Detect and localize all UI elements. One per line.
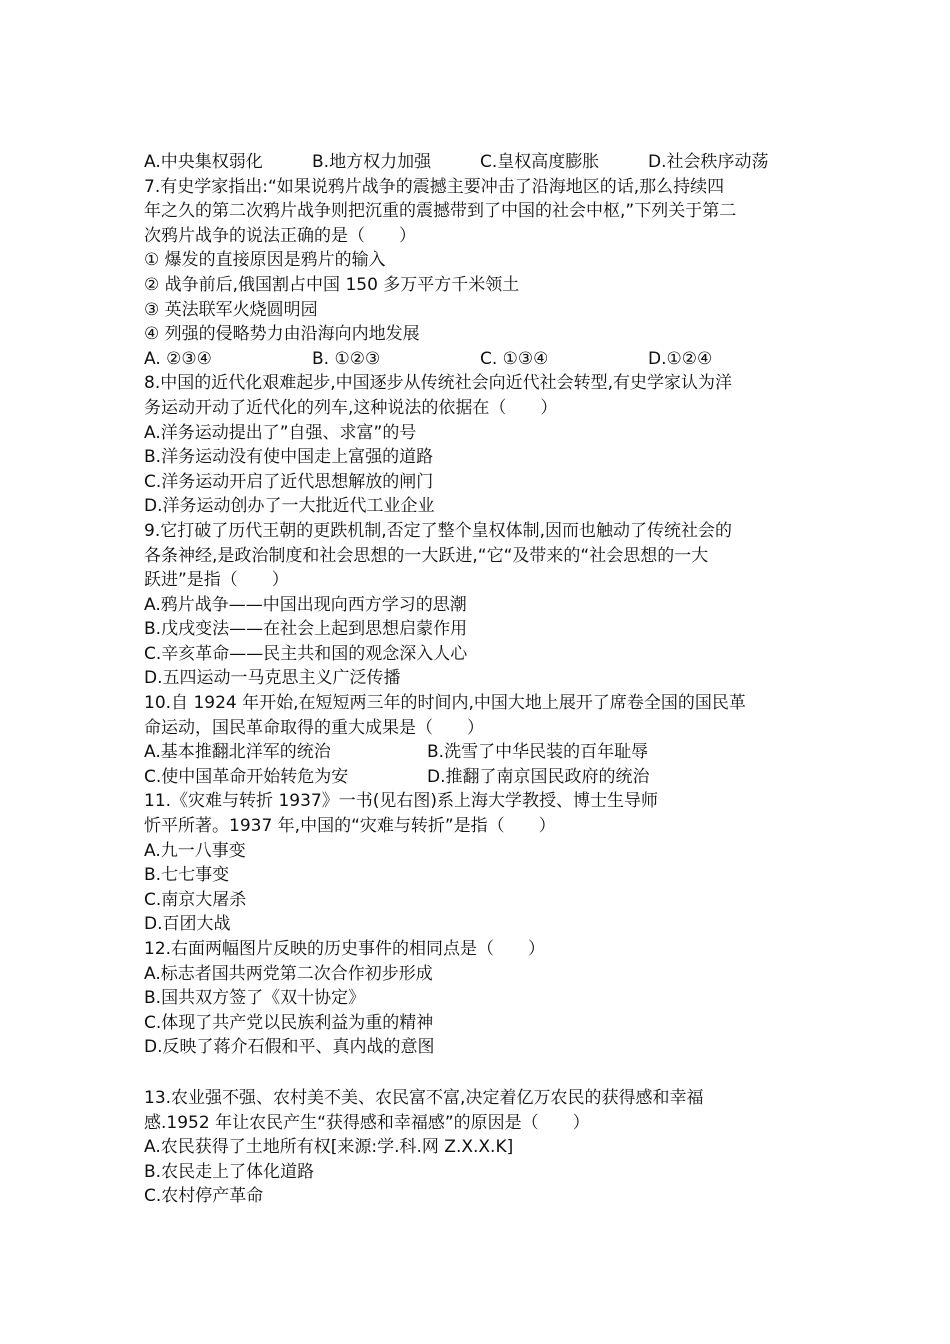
option-cell: A.中央集权弱化 [144, 152, 263, 172]
text-line: D.五四运动一马克思主义广泛传播 [144, 668, 401, 689]
text-line: B.七七事变 [144, 865, 230, 886]
text-line: ④ 列强的侵略势力由沿海向内地发展 [144, 324, 420, 345]
text-line: A.标志者国共两党第二次合作初步形成 [144, 963, 433, 984]
text-line: B.国共双方签了《双十协定》 [144, 988, 366, 1009]
text-line: 各条神经,是政治制度和社会思想的一大跃进,“它“及带来的“社会思想的一大 [144, 545, 709, 566]
option-cell: C. ①③④ [480, 348, 549, 369]
text-line: 感.1952 年让农民产生“获得感和幸福感”的原因是（ ） [144, 1112, 590, 1133]
text-line: 务运动开动了近代化的列车,这种说法的依据在（ ） [144, 397, 558, 418]
text-line: 10.自 1924 年开始,在短短两三年的时间内,中国大地上展开了席卷全国的国民革 [144, 693, 746, 714]
text-line: 次鸦片战争的说法正确的是（ ） [144, 225, 416, 246]
text-line: ① 爆发的直接原因是鸦片的输入 [144, 250, 386, 271]
text-line: A.鸦片战争——中国出现向西方学习的思潮 [144, 594, 467, 615]
option-cell: D.推翻了南京国民政府的统治 [427, 766, 650, 787]
text-line: 11.《灾难与转折 1937》一书(见右图)系上海大学教授、博士生导师 [144, 791, 658, 812]
text-line: A.农民获得了土地所有权[来源:学.科.网 Z.X.X.K] [144, 1137, 514, 1158]
text-line: D.洋务运动创办了一大批近代工业企业 [144, 496, 435, 517]
option-cell: B. ①②③ [312, 348, 381, 369]
text-line: C.体现了共产党以民族利益为重的精神 [144, 1012, 434, 1033]
option-cell: D.①②④ [648, 348, 713, 369]
text-line: 年之久的第二次鸦片战争则把沉重的震撼带到了中国的社会中枢,”下列关于第二 [144, 201, 737, 222]
option-row [144, 150, 814, 175]
option-cell: A.基本推翻北洋军的统治 [144, 742, 331, 763]
option-cell: B.洗雪了中华民装的百年耻辱 [427, 742, 649, 763]
text-line: 12.右面两幅图片反映的历史事件的相同点是（ ） [144, 939, 546, 959]
text-line: D.百团大战 [144, 914, 231, 935]
option-cell: A. ②③④ [144, 348, 212, 369]
text-line: 命运动，国民革命取得的重大成果是（ ） [144, 717, 484, 738]
option-cell: C.使中国革命开始转危为安 [144, 766, 349, 787]
option-cell: B.地方权力加强 [312, 152, 432, 172]
text-line: C.洋务运动开启了近代思想解放的闸门 [144, 471, 434, 492]
option-cell: C.皇权高度膨胀 [480, 152, 600, 172]
text-line: C.农村停产革命 [144, 1186, 264, 1207]
option-row [144, 765, 814, 790]
text-line: 9.它打破了历代王朝的更跌机制,否定了整个皇权体制,因而也触动了传统社会的 [144, 520, 733, 541]
text-line: A.九一八事变 [144, 840, 246, 861]
option-row [144, 740, 814, 765]
option-cell: D.社会秩序动荡 [648, 152, 769, 172]
text-line: 8.中国的近代化艰难起步,中国逐步从传统社会向近代社会转型,有史学家认为洋 [144, 373, 733, 394]
exam-page [144, 150, 814, 1209]
option-row [144, 347, 814, 372]
text-line: ② 战争前后,俄国割占中国 150 多万平方千米领土 [144, 274, 520, 295]
text-line: 7.有史学家指出:“如果说鸦片战争的震撼主要冲击了沿海地区的话,那么持续四 [144, 176, 725, 197]
blank-spacer [144, 1060, 814, 1086]
text-line: A.洋务运动提出了”自强、求富”的号 [144, 422, 417, 443]
text-line: ③ 英法联军火烧圆明园 [144, 299, 318, 320]
text-line: B.农民走上了体化道路 [144, 1161, 315, 1182]
text-line: 忻平所著。1937 年,中国的“灾难与转折”是指（ ） [144, 816, 556, 837]
text-line: B.洋务运动没有使中国走上富强的道路 [144, 447, 434, 468]
text-line: C.辛亥革命——民主共和国的观念深入人心 [144, 643, 468, 664]
text-line: C.南京大屠杀 [144, 889, 247, 910]
text-line: 13.农业强不强、农村美不美、农民富不富,决定着亿万农民的获得感和幸福 [144, 1087, 704, 1108]
text-line: B.戊戌变法——在社会上起到思想启蒙作用 [144, 619, 468, 640]
text-line: 跃进”是指（ ） [144, 570, 289, 591]
text-line: D.反映了蒋介石假和平、真内战的意图 [144, 1037, 435, 1058]
